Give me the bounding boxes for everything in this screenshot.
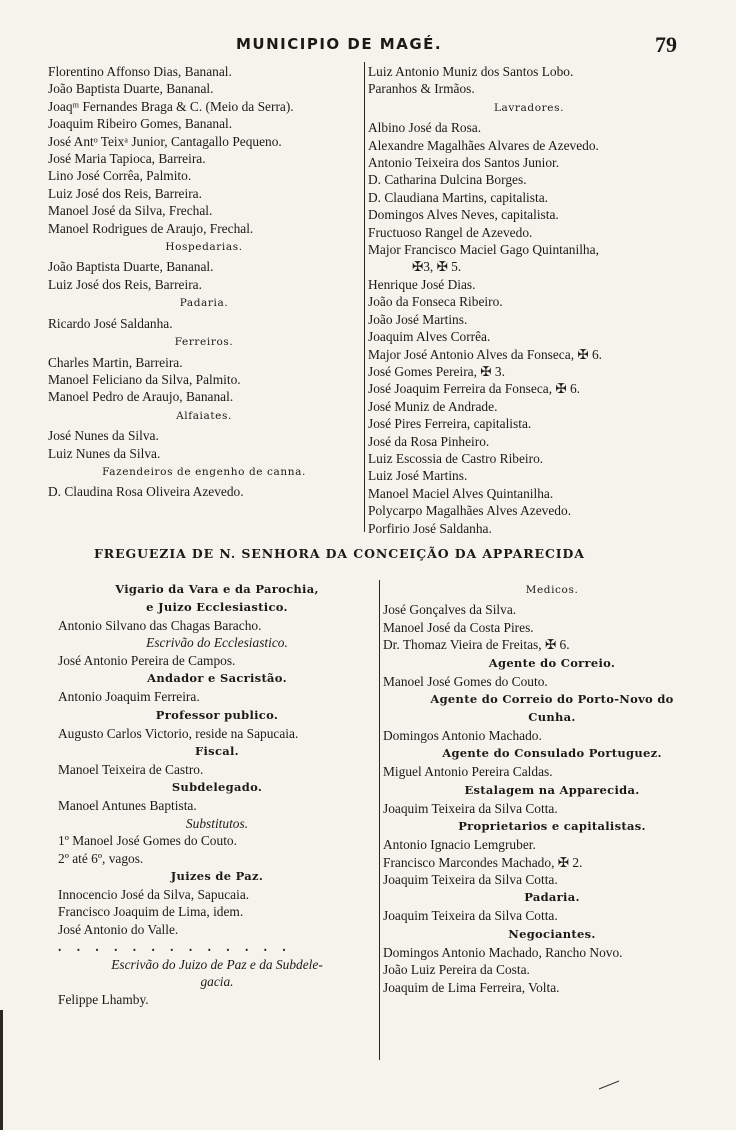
running-head — [0, 34, 736, 58]
directory-entry: Manoel Maciel Alves Quintanilha. — [368, 485, 554, 501]
column-bottom-right — [383, 580, 721, 996]
directory-entry: Joaquim de Lima Ferreira, Volta. — [383, 979, 560, 995]
category-heading: Lavradores. — [493, 101, 565, 114]
directory-entry: Domingos Alves Neves, capitalista. — [368, 207, 559, 223]
directory-entry: Joaqᵐ Fernandes Braga & C. (Meio da Serra). — [48, 98, 294, 114]
directory-entry: D. Claudina Rosa Oliveira Azevedo. — [48, 484, 244, 500]
column-top-left — [48, 63, 360, 501]
italic-subheading: Substitutos. — [185, 815, 249, 831]
category-heading: Alfaiates. — [176, 409, 232, 422]
section-title: FREGUEZIA DE N. SENHORA DA CONCEIÇÃO DA APPARECIDA — [94, 546, 585, 561]
italic-subheading: gacia. — [200, 974, 234, 990]
directory-entry: José Antonio do Valle. — [58, 921, 179, 937]
directory-entry: Manoel Pedro de Araujo, Bananal. — [48, 389, 234, 405]
directory-entry: Felippe Lhamby. — [58, 991, 149, 1007]
directory-entry: Joaquim Teixeira da Silva Cotta. — [383, 908, 558, 924]
directory-entry: Francisco Marcondes Machado, ✠ 2. — [383, 854, 583, 870]
directory-entry: Joaquim Alves Corrêa. — [368, 329, 491, 345]
directory-entry: Major Francisco Maciel Gago Quintanilha, — [368, 242, 599, 258]
directory-entry: Alexandre Magalhães Alvares de Azevedo. — [368, 137, 599, 153]
directory-entry: Polycarpo Magalhães Alves Azevedo. — [368, 503, 572, 519]
office-heading: Padaria. — [524, 890, 580, 905]
page-edge-shadow — [0, 1010, 3, 1130]
directory-entry: Innocencio José da Silva, Sapucaia. — [58, 887, 250, 903]
directory-entry: Manoel José da Silva, Frechal. — [48, 203, 213, 219]
directory-entry: Luiz José Martins. — [368, 468, 468, 484]
directory-entry: José da Rosa Pinheiro. — [368, 433, 490, 449]
directory-entry: Joaquim Teixeira da Silva Cotta. — [383, 872, 558, 888]
directory-entry: Luiz Nunes da Silva. — [48, 445, 161, 461]
directory-entry: Luiz Antonio Muniz dos Santos Lobo. — [368, 64, 574, 79]
directory-entry: João Baptista Duarte, Bananal. — [48, 259, 214, 275]
office-heading: Agente do Correio. — [488, 655, 616, 670]
directory-entry: Luiz José dos Reis, Barreira. — [48, 185, 202, 201]
office-heading: Proprietarios e capitalistas. — [458, 819, 646, 834]
office-heading: Estalagem na Apparecida. — [464, 782, 640, 797]
column-divider-top — [364, 62, 365, 532]
column-top-right — [368, 63, 690, 537]
directory-entry: José Nunes da Silva. — [48, 428, 159, 444]
directory-entry: José Antonio Pereira de Campos. — [58, 652, 236, 668]
directory-entry: Antonio Ignacio Lemgruber. — [383, 837, 536, 853]
category-heading: Medicos. — [525, 584, 579, 596]
office-heading: Agente do Consulado Portuguez. — [442, 746, 662, 761]
directory-entry: Dr. Thomaz Vieira de Freitas, ✠ 6. — [383, 637, 570, 653]
office-heading: Andador e Sacristão. — [147, 671, 287, 686]
directory-entry: ✠3, ✠ 5. — [412, 259, 462, 275]
directory-entry: D. Catharina Dulcina Borges. — [368, 172, 527, 188]
office-heading: Vigario da Vara e da Parochia, — [115, 582, 319, 596]
directory-entry: José Antᵒ Teixᵃ Junior, Cantagallo Pequeno. — [48, 133, 282, 149]
directory-entry: José Pires Ferreira, capitalista. — [368, 416, 532, 432]
directory-entry: Domingos Antonio Machado, Rancho Novo. — [383, 944, 623, 960]
category-heading: Padaria. — [179, 297, 229, 310]
directory-entry: Major José Antonio Alves da Fonseca, ✠ 6. — [368, 346, 603, 362]
office-heading: Professor publico. — [155, 707, 279, 722]
category-heading: Fazendeiros de engenho de canna. — [102, 465, 306, 478]
directory-entry: Manoel Rodrigues de Araujo, Frechal. — [48, 220, 254, 236]
directory-entry: D. Claudiana Martins, capitalista. — [368, 189, 548, 205]
directory-entry: João da Fonseca Ribeiro. — [368, 294, 503, 310]
directory-entry: Antonio Joaquim Ferreira. — [58, 689, 200, 705]
directory-entry: Manoel José da Costa Pires. — [383, 619, 534, 635]
pen-stroke-mark — [598, 1080, 620, 1090]
directory-entry: Albino José da Rosa. — [368, 120, 482, 136]
directory-entry: José Joaquim Ferreira da Fonseca, ✠ 6. — [368, 381, 581, 397]
directory-entry: Antonio Teixeira dos Santos Junior. — [368, 155, 560, 171]
office-heading: Cunha. — [528, 710, 576, 725]
directory-entry: Lino José Corrêa, Palmito. — [48, 168, 192, 184]
office-heading: Negociantes. — [508, 926, 596, 941]
office-heading: Subdelegado. — [171, 780, 263, 795]
directory-entry: Manoel Feliciano da Silva, Palmito. — [48, 371, 241, 387]
category-heading: Hospedarias. — [165, 241, 243, 254]
directory-entry: Manoel Antunes Baptista. — [58, 798, 197, 814]
directory-entry: Joaquim Teixeira da Silva Cotta. — [383, 800, 558, 816]
directory-entry: João Luiz Pereira da Costa. — [383, 962, 530, 978]
directory-entry: Miguel Antonio Pereira Caldas. — [383, 764, 553, 780]
column-divider-bottom — [379, 580, 380, 1060]
directory-entry: Joaquim Ribeiro Gomes, Bananal. — [48, 116, 233, 132]
directory-entry: 2º até 6º, vagos. — [58, 850, 144, 866]
directory-entry: Ricardo José Saldanha. — [48, 315, 173, 331]
page-number: 79 — [655, 32, 677, 57]
italic-subheading: Escrivão do Ecclesiastico. — [146, 635, 288, 651]
directory-entry: João Baptista Duarte, Bananal. — [48, 81, 214, 97]
office-heading: e Juizo Ecclesiastico. — [146, 600, 288, 614]
directory-entry: José Muniz de Andrade. — [368, 398, 498, 414]
directory-entry: José Gomes Pereira, ✠ 3. — [368, 363, 505, 379]
directory-entry: Florentino Affonso Dias, Bananal. — [48, 64, 232, 79]
office-heading: Fiscal. — [195, 744, 239, 759]
directory-entry: Fructuoso Rangel de Azevedo. — [368, 224, 533, 240]
italic-subheading: Escrivão do Juizo de Paz e da Subdele- — [111, 956, 323, 972]
dotted-separator: . . . . . . . . . . . . . — [58, 939, 292, 955]
directory-entry: Augusto Carlos Victorio, reside na Sapucaia. — [58, 725, 299, 741]
directory-entry: Francisco Joaquim de Lima, idem. — [58, 904, 244, 920]
directory-entry: Paranhos & Irmãos. — [368, 81, 475, 97]
directory-entry: Charles Martin, Barreira. — [48, 354, 183, 370]
directory-entry: Henrique José Dias. — [368, 276, 476, 292]
column-bottom-left — [58, 580, 376, 1008]
directory-entry: Manoel José Gomes do Couto. — [383, 673, 548, 689]
directory-entry: Porfirio José Saldanha. — [368, 520, 492, 536]
directory-entry: Luiz José dos Reis, Barreira. — [48, 276, 202, 292]
running-title: MUNICIPIO DE MAGÉ. — [236, 35, 443, 53]
directory-entry: José Gonçalves da Silva. — [383, 602, 517, 618]
office-heading: Agente do Correio do Porto-Novo do — [430, 692, 674, 707]
directory-entry: Luiz Escossia de Castro Ribeiro. — [368, 450, 544, 466]
directory-entry: José Maria Tapioca, Barreira. — [48, 151, 206, 167]
office-heading: Juizes de Paz. — [170, 869, 264, 884]
directory-entry: João José Martins. — [368, 311, 468, 327]
directory-entry: Domingos Antonio Machado. — [383, 728, 542, 744]
category-heading: Ferreiros. — [174, 336, 234, 349]
directory-entry: Antonio Silvano das Chagas Baracho. — [58, 618, 262, 633]
directory-entry: Manoel Teixeira de Castro. — [58, 762, 204, 778]
directory-entry: 1º Manoel José Gomes do Couto. — [58, 833, 237, 849]
